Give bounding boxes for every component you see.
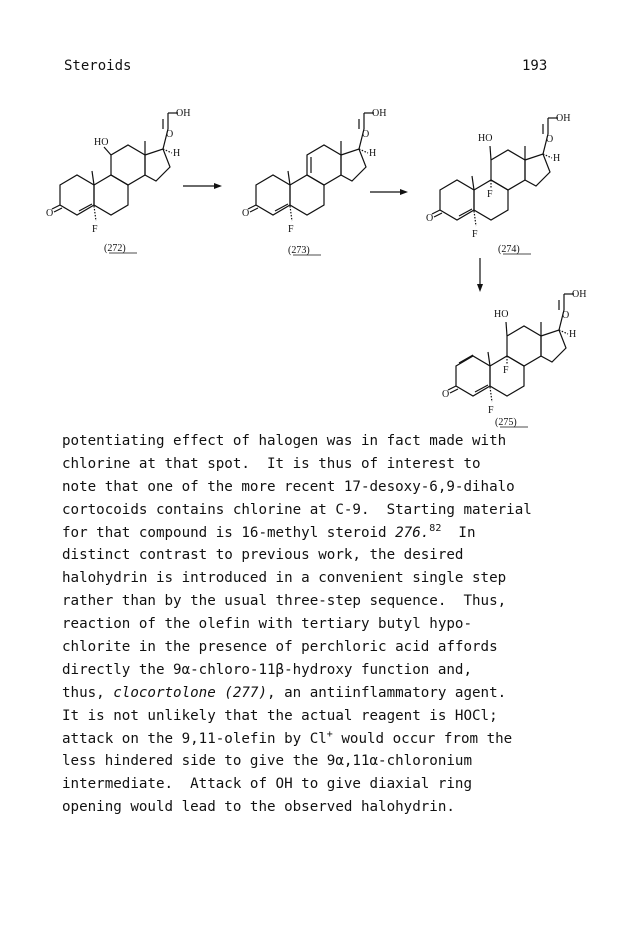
reaction-arrowhead-2 — [400, 189, 408, 195]
fluoro-label: F — [92, 224, 98, 235]
compound-label: (273) — [288, 245, 310, 256]
fluoro-label: F — [288, 224, 294, 235]
fluoro-label: F — [488, 405, 494, 416]
compound-label: (274) — [498, 244, 520, 255]
compound-label: (272) — [104, 243, 126, 254]
text-line: attack on the 9,11-olefin by Cl+ would occur from the — [62, 728, 513, 747]
text-line: halohydrin is introduced in a convenient single step — [62, 570, 507, 587]
text-line: note that one of the more recent 17-desoxy-6,9-dihalo — [62, 478, 515, 495]
hydroxy-label: HO — [478, 133, 493, 144]
ketone-label: O — [242, 208, 250, 219]
fluoro-9-label: F — [487, 189, 493, 200]
text-line: rather than by the usual three-step sequence. Thus, — [62, 593, 507, 610]
reaction-arrowhead-3 — [477, 284, 483, 292]
text-line: distinct contrast to previous work, the desired — [62, 547, 464, 564]
text-line: potentiating effect of halogen was in fact made with — [62, 433, 507, 449]
compound-label: (275) — [495, 417, 517, 428]
text-line: chlorine at that spot. It is thus of interest to — [62, 455, 481, 472]
reaction-scheme — [0, 0, 638, 430]
text-line: chlorite in the presence of perchloric acid affords — [62, 639, 498, 656]
h-label: H — [553, 153, 561, 164]
compound-274 — [426, 113, 570, 255]
fluoro-9-label: F — [503, 365, 509, 376]
hydroxy-label: HO — [94, 137, 109, 148]
text-line: intermediate. Attack of OH to give diaxial ring — [62, 776, 472, 793]
hydroxy-label: HO — [494, 309, 509, 320]
running-header-title: Steroids — [64, 58, 132, 74]
text-line: thus, clocortolone (277), an antiinflammatory agent. — [62, 684, 507, 701]
page-number: 193 — [522, 58, 548, 74]
text-line: It is not unlikely that the actual reagent is HOCl; — [62, 707, 498, 724]
carbonyl-label: O — [546, 134, 554, 145]
oh-label: OH — [372, 108, 387, 119]
h-label: H — [569, 329, 577, 340]
body-paragraph — [62, 430, 582, 819]
compound-272 — [46, 108, 190, 254]
charge-superscript: + — [326, 728, 333, 740]
ketone-label: O — [442, 389, 450, 400]
text-line: reaction of the olefin with tertiary butyl hypo- — [62, 616, 472, 633]
citation-superscript: 82 — [429, 522, 442, 534]
carbonyl-label: O — [562, 310, 570, 321]
compound-273 — [242, 108, 386, 256]
reaction-arrowhead-1 — [214, 183, 222, 189]
oh-label: OH — [572, 289, 587, 300]
fluoro-label: F — [472, 229, 478, 240]
oh-label: OH — [176, 108, 191, 119]
h-label: H — [173, 148, 181, 159]
carbonyl-label: O — [362, 129, 370, 140]
text-line: for that compound is 16-methyl steroid 276.82 In — [62, 522, 476, 541]
text-line: directly the 9α-chloro-11β-hydroxy function and, — [62, 661, 472, 678]
h-label: H — [369, 148, 377, 159]
oh-label: OH — [556, 113, 571, 124]
text-line: cortocoids contains chlorine at C-9. Starting material — [62, 501, 532, 518]
text-line: opening would lead to the observed halohydrin. — [62, 799, 455, 816]
text-line: less hindered side to give the 9α,11α-chloronium — [62, 753, 472, 770]
ketone-label: O — [46, 208, 54, 219]
compound-reference: 276. — [395, 524, 430, 541]
ketone-label: O — [426, 213, 434, 224]
carbonyl-label: O — [166, 129, 174, 140]
compound-275 — [442, 289, 586, 428]
drug-name: clocortolone (277) — [113, 684, 267, 701]
